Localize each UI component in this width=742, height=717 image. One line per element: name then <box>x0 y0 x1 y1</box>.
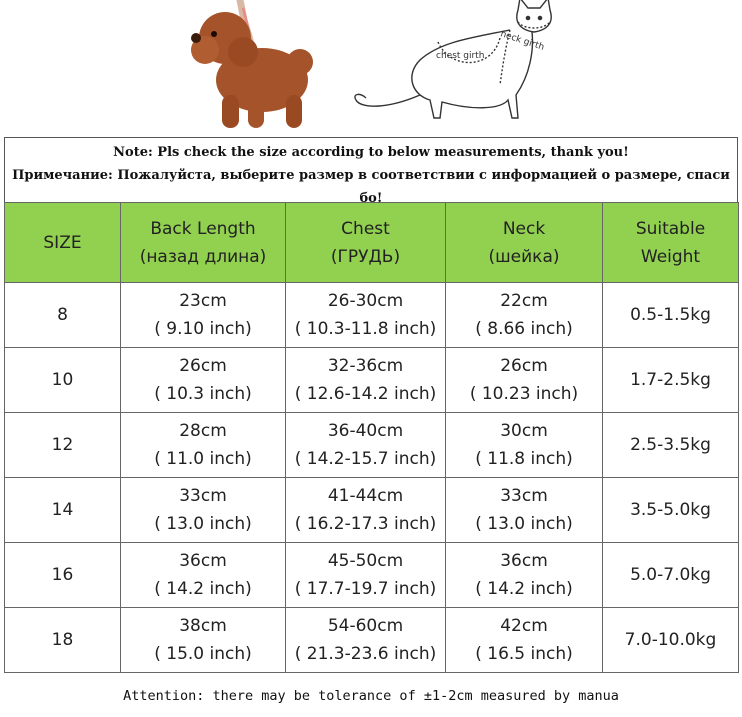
cell-chest: 36-40cm ( 14.2-15.7 inch) <box>286 413 446 478</box>
cell-neck: 30cm ( 11.8 inch) <box>446 413 603 478</box>
size-sheet <box>4 137 738 673</box>
header-chest: Chest (ГРУДЬ) <box>286 203 446 283</box>
cell-back-length: 26cm ( 10.3 inch) <box>121 348 286 413</box>
cell-weight: 7.0-10.0kg <box>603 608 739 673</box>
cell-back-length: 28cm ( 11.0 inch) <box>121 413 286 478</box>
cell-weight: 5.0-7.0kg <box>603 543 739 608</box>
table-row <box>5 283 739 348</box>
note-russian-line1: Примечание: Пожалуйста, выберите размер в соответствии с информацией о размере, спаси <box>12 168 730 183</box>
cell-neck: 42cm ( 16.5 inch) <box>446 608 603 673</box>
cell-back-length: 38cm ( 15.0 inch) <box>121 608 286 673</box>
chest-girth-label: chest girth <box>436 51 485 61</box>
cell-neck: 36cm ( 14.2 inch) <box>446 543 603 608</box>
cell-back-length: 33cm ( 13.0 inch) <box>121 478 286 543</box>
table-row <box>5 543 739 608</box>
cell-chest: 41-44cm ( 16.2-17.3 inch) <box>286 478 446 543</box>
cell-chest: 45-50cm ( 17.7-19.7 inch) <box>286 543 446 608</box>
cell-size: 14 <box>5 478 121 543</box>
cell-back-length: 36cm ( 14.2 inch) <box>121 543 286 608</box>
cell-chest: 32-36cm ( 12.6-14.2 inch) <box>286 348 446 413</box>
table-row <box>5 348 739 413</box>
cell-back-length: 23cm ( 9.10 inch) <box>121 283 286 348</box>
cell-neck: 33cm ( 13.0 inch) <box>446 478 603 543</box>
note-english: Note: Pls check the size according to below measurements, thank you! <box>113 145 629 160</box>
illustration-svg <box>0 0 742 138</box>
poodle-image <box>191 0 313 128</box>
header-neck: Neck (шейка) <box>446 203 603 283</box>
attention-note: Attention: there may be tolerance of ±1-2cm measured by manua <box>123 688 619 704</box>
neck-girth-label: neck girth <box>499 29 546 53</box>
cell-weight: 1.7-2.5kg <box>603 348 739 413</box>
cell-chest: 54-60cm ( 21.3-23.6 inch) <box>286 608 446 673</box>
table-row <box>5 608 739 673</box>
cell-size: 18 <box>5 608 121 673</box>
cell-neck: 26cm ( 10.23 inch) <box>446 348 603 413</box>
cell-weight: 3.5-5.0kg <box>603 478 739 543</box>
cell-chest: 26-30cm ( 10.3-11.8 inch) <box>286 283 446 348</box>
table-row <box>5 413 739 478</box>
note-russian-line2: бо! <box>359 191 383 206</box>
cell-neck: 22cm ( 8.66 inch) <box>446 283 603 348</box>
table-row <box>5 478 739 543</box>
cell-size: 16 <box>5 543 121 608</box>
header-back-length: Back Length (назад длина) <box>121 203 286 283</box>
cell-size: 8 <box>5 283 121 348</box>
cell-weight: 0.5-1.5kg <box>603 283 739 348</box>
table-header-row <box>5 203 739 283</box>
cell-size: 10 <box>5 348 121 413</box>
size-table <box>4 202 739 673</box>
header-size: SIZE <box>5 203 121 283</box>
cell-size: 12 <box>5 413 121 478</box>
header-weight: Suitable Weight <box>603 203 739 283</box>
illustration-banner <box>0 0 742 138</box>
cell-weight: 2.5-3.5kg <box>603 413 739 478</box>
note-box <box>4 137 738 206</box>
